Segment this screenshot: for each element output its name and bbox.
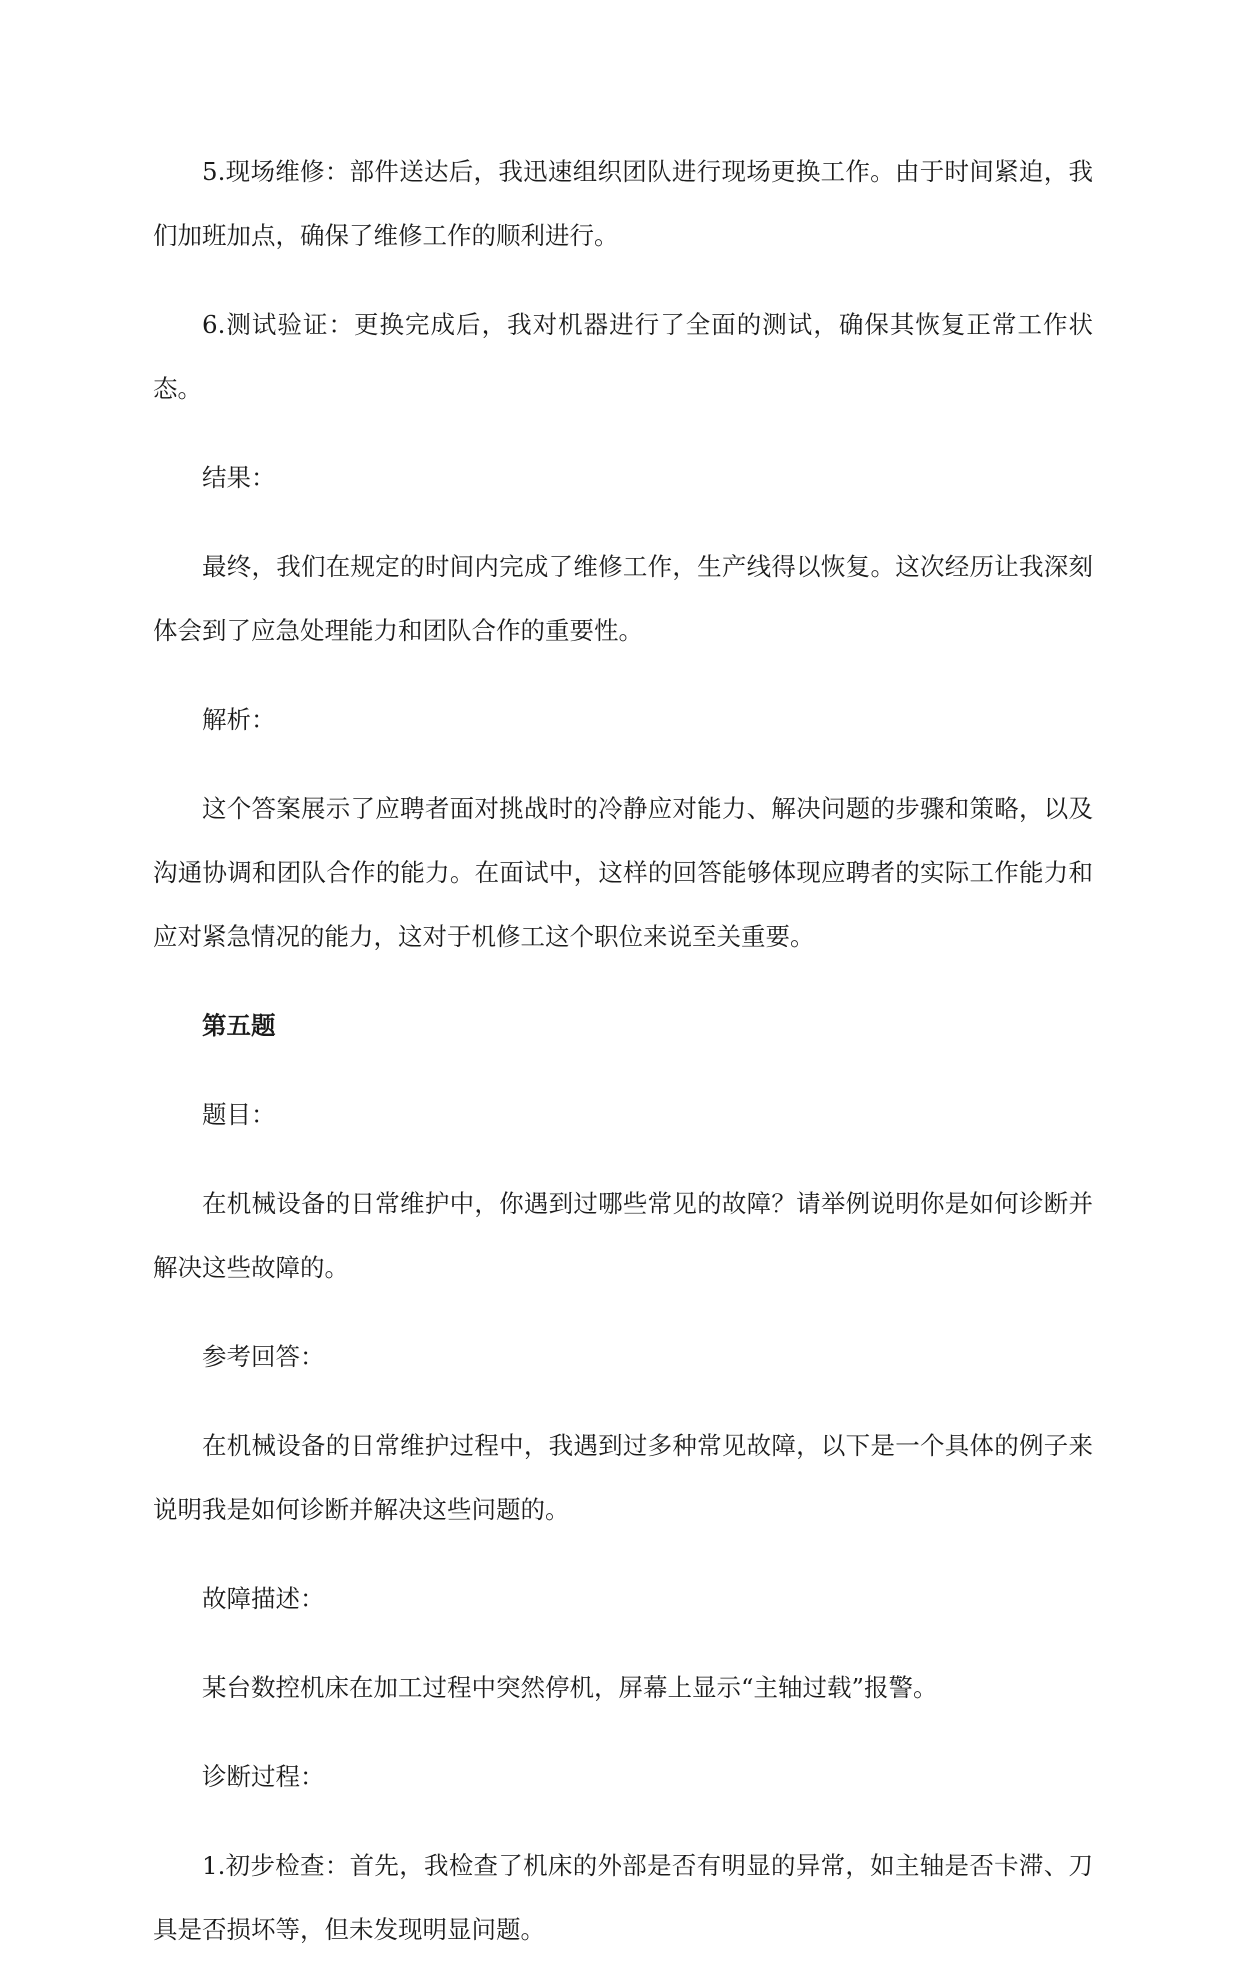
label-diagnosis-process: 诊断过程： — [202, 1762, 325, 1791]
paragraph-test-verification: 6.测试验证：更换完成后，我对机器进行了全面的测试，确保其恢复正常工作状态。 — [153, 310, 1093, 403]
paragraph-fault-description: 某台数控机床在加工过程中突然停机，屏幕上显示“主轴过载”报警。 — [202, 1673, 938, 1702]
label-fault-description: 故障描述： — [202, 1584, 325, 1613]
section-heading-question-five: 第五题 — [202, 1011, 276, 1040]
label-reference-answer: 参考回答： — [202, 1342, 325, 1371]
document-body — [153, 140, 1093, 1962]
paragraph-answer-intro: 在机械设备的日常维护过程中，我遇到过多种常见故障，以下是一个具体的例子来说明我是如何诊断并解决这些问题的。 — [153, 1431, 1093, 1524]
paragraph-initial-check: 1.初步检查：首先，我检查了机床的外部是否有明显的异常，如主轴是否卡滞、刀具是否损坏等，但未发现明显问题。 — [153, 1851, 1093, 1944]
label-question: 题目： — [202, 1100, 276, 1129]
paragraph-result: 最终，我们在规定的时间内完成了维修工作，生产线得以恢复。这次经历让我深刻体会到了应急处理能力和团队合作的重要性。 — [153, 552, 1093, 645]
label-result: 结果： — [202, 463, 276, 492]
paragraph-question: 在机械设备的日常维护中，你遇到过哪些常见的故障？请举例说明你是如何诊断并解决这些故障的。 — [153, 1189, 1093, 1282]
label-analysis: 解析： — [202, 705, 276, 734]
paragraph-onsite-repair: 5.现场维修：部件送达后，我迅速组织团队进行现场更换工作。由于时间紧迫，我们加班加点，确保了维修工作的顺利进行。 — [153, 157, 1093, 250]
paragraph-analysis: 这个答案展示了应聘者面对挑战时的冷静应对能力、解决问题的步骤和策略，以及沟通协调和团队合作的能力。在面试中，这样的回答能够体现应聘者的实际工作能力和应对紧急情况的能力，这对于机修工这个职位来说至关重要。 — [153, 794, 1093, 951]
